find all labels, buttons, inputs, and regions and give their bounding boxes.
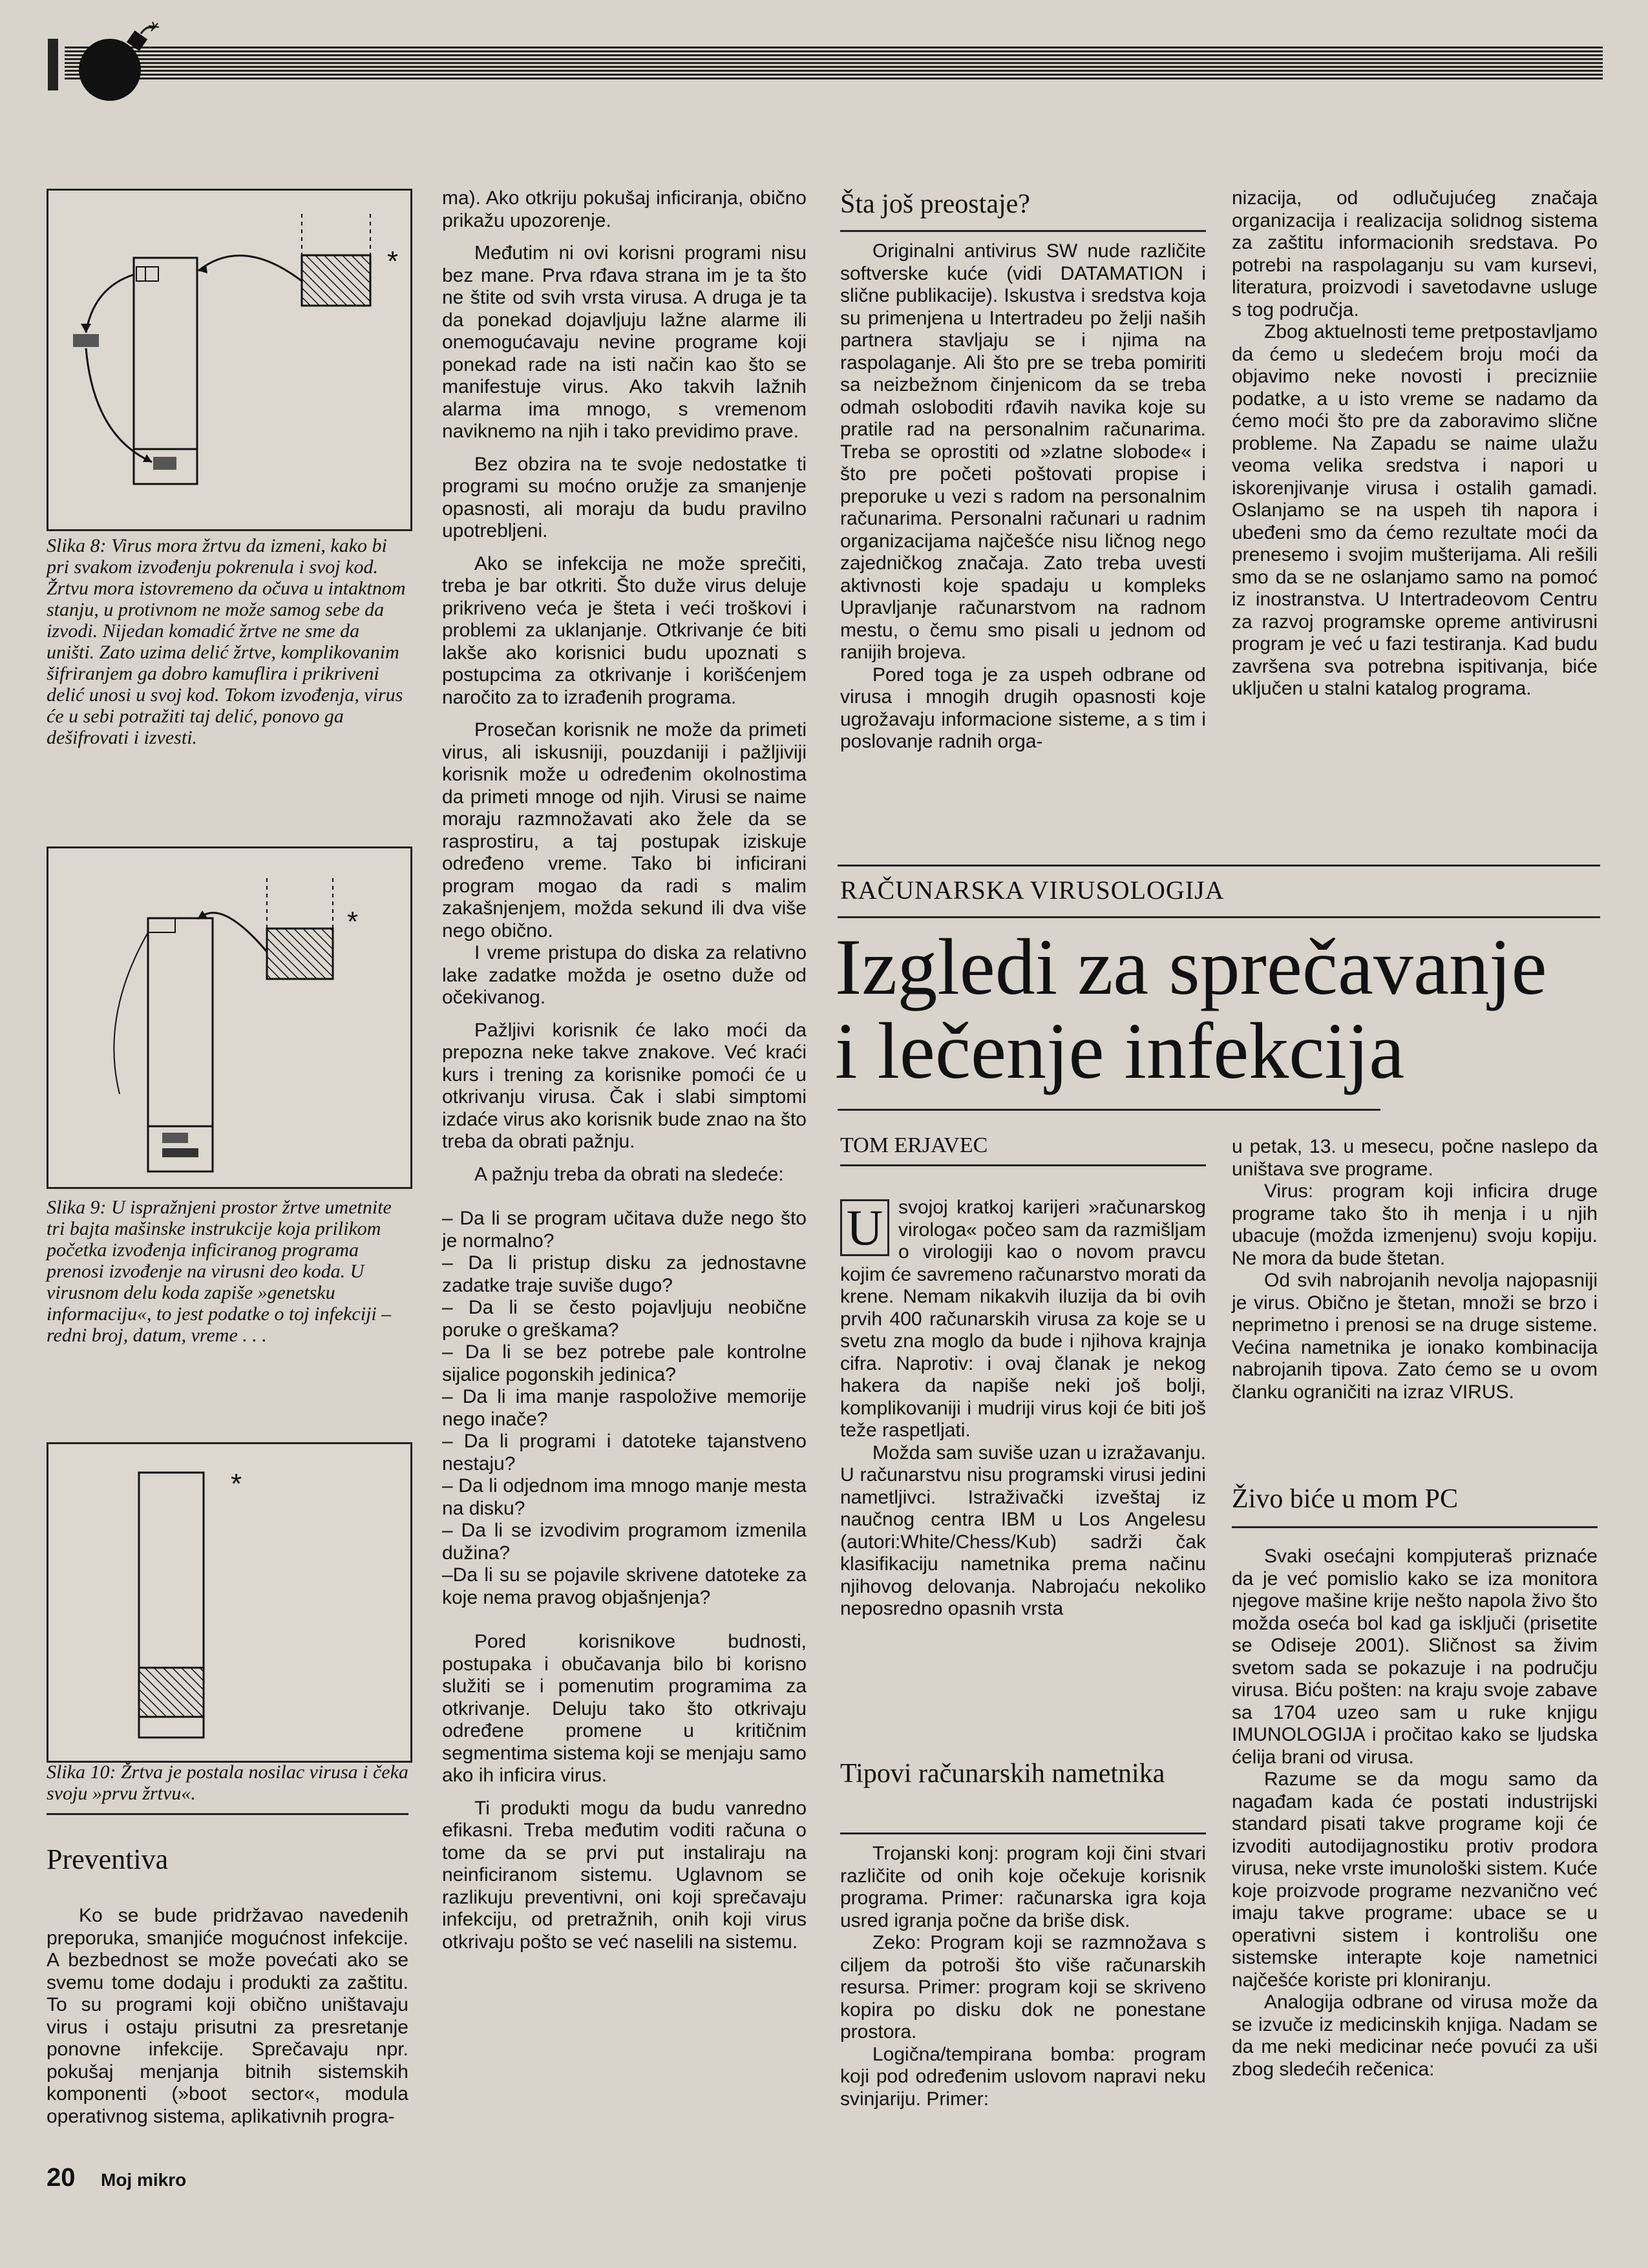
figure-10-star: * (231, 1468, 242, 1500)
divider-preventiva (47, 1813, 408, 1815)
col4top-text (1232, 187, 1598, 700)
heading-zivo: Živo biće u mom PC (1232, 1484, 1458, 1514)
figure-9-diagram (48, 848, 410, 1187)
col2-p2: Bez obzira na te svoje nedostatke ti programi su moćno oružje za smanjenje opasnosti, ali moraju da budu pravilno upotrebljeni. (442, 453, 807, 541)
page-number: 20 (47, 2163, 76, 2192)
col2-q4: – Da li se bez potrebe pale kontrolne sijalice pogonskih jedinica? (442, 1341, 807, 1385)
article-title-line1: Izgledi za sprečavanje (835, 923, 1547, 1011)
col3-p2: Možda sam suviše uzan u izražavanju. U računarstvu nisu programski virusi jedini nametljivci. Istraživački izveštaj iz naučnog centra IBM u Los Angelesu (autori:White/Chess/Kub) sadrži čak klasifikaciju nametnika prema načinu njihovog delovanja. Nabrojaću nekoliko neposredno opasnih vrsta (840, 1442, 1206, 1619)
col4-text (1232, 1136, 1598, 1403)
article-title-line2: i lečenje infekcija (835, 1007, 1405, 1095)
col4-p5: Analogija odbrane od virusa može da se izvuče iz medicinskih knjiga. Nadam se da me neki medicinar neće povući za uši zbog sledećih rečenica: (1232, 1991, 1598, 2080)
col4b-text (1232, 1546, 1598, 2081)
col2-q3: – Da li se često pojavljuju neobične poruke o greškama? (442, 1297, 807, 1341)
col2-q5: – Da li ima manje raspoložive memorije nego inače? (442, 1386, 807, 1430)
drop-cap: U (840, 1199, 889, 1256)
col3-p1: svojoj kratkoj karijeri »računarskog virologa« počeo sam da razmišljam o virologiji kao o novom pravcu kojim će savremeno računarstvo morati da krene. Nemam nikakvih iluzija da bi ovih prvih 400 računarskih virusa za koje se u svetu zna moglo da bude i njihova krajnja cifra. Naprotiv: i ovaj članak je nekog hakera da napiše neki još bolji, komplikovaniji i mudriji virus koji će biti još teže raspetljati. (840, 1197, 1206, 1441)
figure-9-caption: Slika 9: U ispražnjeni prostor žrtve umetnite tri bajta mašinske instrukcije koja prilikom početka izvođenja inficiranog programa prenosi izvođenje na virusni deo koda. U virusnom delu koda zapiše »genetsku informaciju«, to jest podatke o toj infekciji – redni broj, datum, vreme . . . (47, 1197, 392, 1346)
figure-8-star: * (387, 246, 399, 277)
col2-q8: – Da li se izvodivim programom izmenila dužina? (442, 1520, 807, 1564)
byline-rule (840, 1164, 1206, 1166)
col4-p2: Od svih nabrojanih nevolja najopasniji je virus. Obično je štetan, množi se brzo i neprimetno i prenosi se na druge sisteme. Većina nametnika je ionako kombinacija nabrojanih tipova. Zato ćemo se u ovom članku ograničiti na izraz VIRUS. (1232, 1270, 1598, 1403)
col4top-p1: Zbog aktuelnosti teme pretpostavljamo da ćemo u sledećem broju moći da objavimo neke novosti i precizniie podatke, a u isto vreme se nadamo da ćemo moći što pre da zaboravimo slične probleme. Na Zapadu se naime ulažu veoma velika sredstva i napori u iskorenjivanje virusa i ostalih gamadi. Oslanjamo se na uspeh tih napora i ubeđeni smo da ćemo rezultate moći da prenesemo i svojim mušterijama. Ali rešili smo da se ne oslanjamo samo na pomoć iz inostranstva. U Intertradeovom Centru za razvoj programske opreme antivirusni program je već u fazi testiranja. Kad budu završena sva potrebna ispitivanja, biće uključen u stalni katalog programa. (1232, 321, 1598, 699)
col3top-text (840, 240, 1206, 753)
figure-8-caption: Slika 8: Virus mora žrtvu da izmeni, kako bi pri svakom izvođenju pokrenula i svoj kod. Žrtvu mora istovremeno da očuva u intaktnom stanju, u protivnom ne može samog sebe da izvodi. Nijedan komadić žrtve ne sme da uništi. Zato uzima delić žrtve, komplikovanim šifriranjem ga dobro kamuflira i prikriveni delić unosi u svoj kod. Tokom izvođenja, virus će u sebi potražiti taj delić, ponovo ga dešifrovati i izvesti. (47, 535, 406, 748)
col2-q7: – Da li odjednom ima mnogo manje mesta na disku? (442, 1475, 807, 1519)
col2-p3: Ako se infekcija ne može sprečiti, treba je bar otkriti. Što duže virus deluje prikriveno veća je šteta i veći troškovi i problemi za uklanjanje. Otkrivanje će biti lakše ako korisnici budu upoznati s postupcima za otkrivanje i korišćenjem naročito za to izrađenih programa. (442, 552, 807, 708)
col2-p4: Prosečan korisnik ne može da primeti virus, ali iskusniji, pouzdaniji i pažljiviji korisnik može u određenim okolnostima da primeti mnoge od njih. Virusi se naime moraju razmnožavati ako žele da se rasprostiru, a taj postupak iziskuje određeno vreme. Tako bi inficirani program mogao da radi s malim zakašnjenjem, možda sekund ili dva više nego obično. (442, 719, 807, 941)
col2-q1: – Da li se program učitava duže nego što je normalno? (442, 1208, 807, 1252)
figure-10-diagram (48, 1444, 410, 1761)
col3b-text (840, 1843, 1206, 2110)
col2-q9: –Da li su se pojavile skrivene datoteke za koje nema pravog objašnjenja? (442, 1564, 807, 1608)
col2-p5: I vreme pristupa do diska za relativno lake zadatke možda je osetno duže od očekivanog. (442, 942, 807, 1008)
col3-text (840, 1197, 1206, 1621)
col2-p6: Pažljivi korisnik će lako moći da prepozna neke takve znakove. Već kraći kurs i trening za korisnike pomoći će u otkrivanju virusa. Čak i slabi simptomi izdaće virus ako korisnik bude znao na što treba da obrati pažnju. (442, 1019, 807, 1152)
heading-tipovi: Tipovi računarskih nametnika (840, 1759, 1165, 1789)
col3-p4: Zeko: Program koji se razmnožava s ciljem da potroši što više računarskih resursa. Primer: program koji se skriveno kopira po disku dok ne ponestane prostora. (840, 1932, 1206, 2042)
col3top-p1: Originalni antivirus SW nude različite softverske kuće (vidi DATAMATION i slične publikacije). Iskustva i sredstva koja su primenjena u Intertradeu po želji naših partnera stavljaju se i njima na raspolaganje. Ali što pre se treba pomiriti sa neizbežnom činjenicom da se treba odmah osloboditi rđavih navika koje su pratile rad na personalnim računarima. Treba se oprostiti od »zlatne slobode« i što pre početi poštovati propise i preporuke u vezi s radom na personalnim računarima. Personalni računari u radnim organizacijama najčešće nisu ličnog nego zajedničkog značaja. Zato treba uvesti aktivnosti koje spadaju u kompleks Upravljanje računarstvom na radnom mestu, o čemu smo pisali u jednom od ranijih brojeva. (840, 240, 1206, 663)
col4-p4: Razume se da mogu samo da nagađam kada će postati industrijski standard pisati takve programe koji će izvoditi autodijagnostiku protiv prodora virusa, neke vrste imunološki sistem. Kuće koje proizvode programe nezvanično već imaju takve programe: ubace se u operativni sistem i kontrolišu one sistemske interapte koje nametnici najčešće koriste pri kloniranju. (1232, 1769, 1598, 1991)
divider-tipovi (840, 1832, 1206, 1834)
magazine-name: Moj mikro (101, 2170, 187, 2190)
figure-8 (47, 189, 412, 531)
divider-zivo (1232, 1526, 1598, 1528)
col2-p9: Ti produkti mogu da budu vanredno efikasni. Treba međutim voditi računa o tome da se prvi put instaliraju na neinficiranom sistemu. Uglavnom se razlikuju preventivni, oni koji sprečavaju infekciju, od pretražnih, onih koji virus otkrivaju pošto se već naselili na sistemu. (442, 1797, 807, 1953)
col2-q6: – Da li programi i datoteke tajanstveno nestaju? (442, 1431, 807, 1475)
col2-p8: Pored korisnikove budnosti, postupaka i obučavanja bilo bi korisno služiti se i pomenutim programima za otkrivanje. Deluju tako što otkrivaju određene promene u kritičnim segmentima sistema koji se menjaju samo ako ih inficira virus. (442, 1631, 807, 1786)
col2-q2: – Da li pristup disku za jednostavne zadatke traje suviše dugo? (442, 1252, 807, 1296)
col3-p3: Trojanski konj: program koji čini stvari različite od onih koje očekuje korisnik programa. Primer: računarska igra koja usred igranja počne da briše disk. (840, 1843, 1206, 1931)
section-label: RAČUNARSKA VIRUSOLOGIJA (840, 876, 1225, 905)
col4-p0: u petak, 13. u mesecu, počne naslepo da uništava sve programe. (1232, 1136, 1598, 1180)
col4-p3: Svaki osećajni kompjuteraš priznaće da je već pomislio kako se iza monitora njegove mašine krije nešto napola živo što možda oseća bol kad ga isključi (prisetite se Odiseje 2001). Sličnost sa živim svetom sada se pokazuje i na području virusa. Biću pošten: na kraju svoje zabave sa 1704 uzeo sam u ruke knjigu IMUNOLOGIJA i pročitao kako se ljudska ćelija brani od virusa. (1232, 1546, 1598, 1768)
col1-text (47, 1905, 408, 2128)
col4-p1: Virus: program koji inficira druge programe tako što ih menja i u njih ubacuje (možda izmenjenu) svoju kopiju. Ne mora da bude štetan. (1232, 1181, 1598, 1269)
figure-9 (47, 846, 412, 1189)
title-underline (838, 1109, 1380, 1111)
divider-sta-jos (840, 230, 1206, 232)
header-stripe-bar (65, 47, 1603, 81)
section-rule-bottom (838, 916, 1600, 918)
col3top-p2: Pored toga je za uspeh odbrane od virusa i mnogih drugih opasnosti koje ugrožavaju informacione sisteme, a s tim i poslovanje radnih orga- (840, 664, 1206, 752)
col2-p0: ma). Ako otkriju pokušaj inficiranja, obično prikažu upozorenje. (442, 187, 807, 231)
col2-p7: A pažnju treba da obrati na sledeće: (474, 1163, 784, 1185)
figure-9-star: * (347, 906, 359, 938)
article-title (835, 925, 1547, 1093)
figure-10-caption: Slika 10: Žrtva je postala nosilac virusa i čeka svoju »prvu žrtvu«. (47, 1761, 408, 1804)
col3-p5: Logična/tempirana bomba: program koji pod određenim uslovom napravi neku svinjariju. Primer: (840, 2043, 1206, 2110)
bomb-icon (65, 19, 162, 103)
header-bar-stub (48, 39, 58, 90)
col1-p1: Ko se bude pridržavao navedenih preporuka, smanjiće mogućnost infekcije. A bezbednost se može povećati ako se svemu tome dodaju i produkti za zaštitu. To su programi koji obično uništavaju virus i ostaju prisutni za presretanje ponovne infekcije. Sprečavaju npr. pokušaj menjanja bitnih sistemskih komponenti (»boot sector«, modula operativnog sistema, aplikativnih progra- (47, 1905, 408, 2127)
figure-8-diagram (48, 191, 410, 529)
col2-text (442, 187, 807, 1953)
heading-preventiva: Preventiva (47, 1843, 169, 1875)
col2-p1: Međutim ni ovi korisni programi nisu bez mane. Prva rđava strana im je ta što ne štite od svih vrsta virusa. A druga je ta da ponekad dojavljuju lažne alarme ili onemogućavaju nevine programe koji ponekad rade na isti način kao što se manifestuje virus. Ako takvih lažnih alarma ima mnogo, s vremenom naviknemo na njih i tako previdimo prave. (442, 242, 807, 442)
figure-10 (47, 1442, 412, 1763)
heading-sta-jos: Šta još preostaje? (840, 189, 1030, 219)
section-rule-top (838, 865, 1600, 866)
author-byline: TOM ERJAVEC (840, 1133, 988, 1157)
col4top-p0: nizacija, od odlučujućeg značaja organizacija i realizacija solidnog sistema za zaštitu informacionih sredstava. Po potrebi na raspolaganju su vam kursevi, literatura, proizvodi i savetodavne usluge s tog područja. (1232, 187, 1598, 320)
